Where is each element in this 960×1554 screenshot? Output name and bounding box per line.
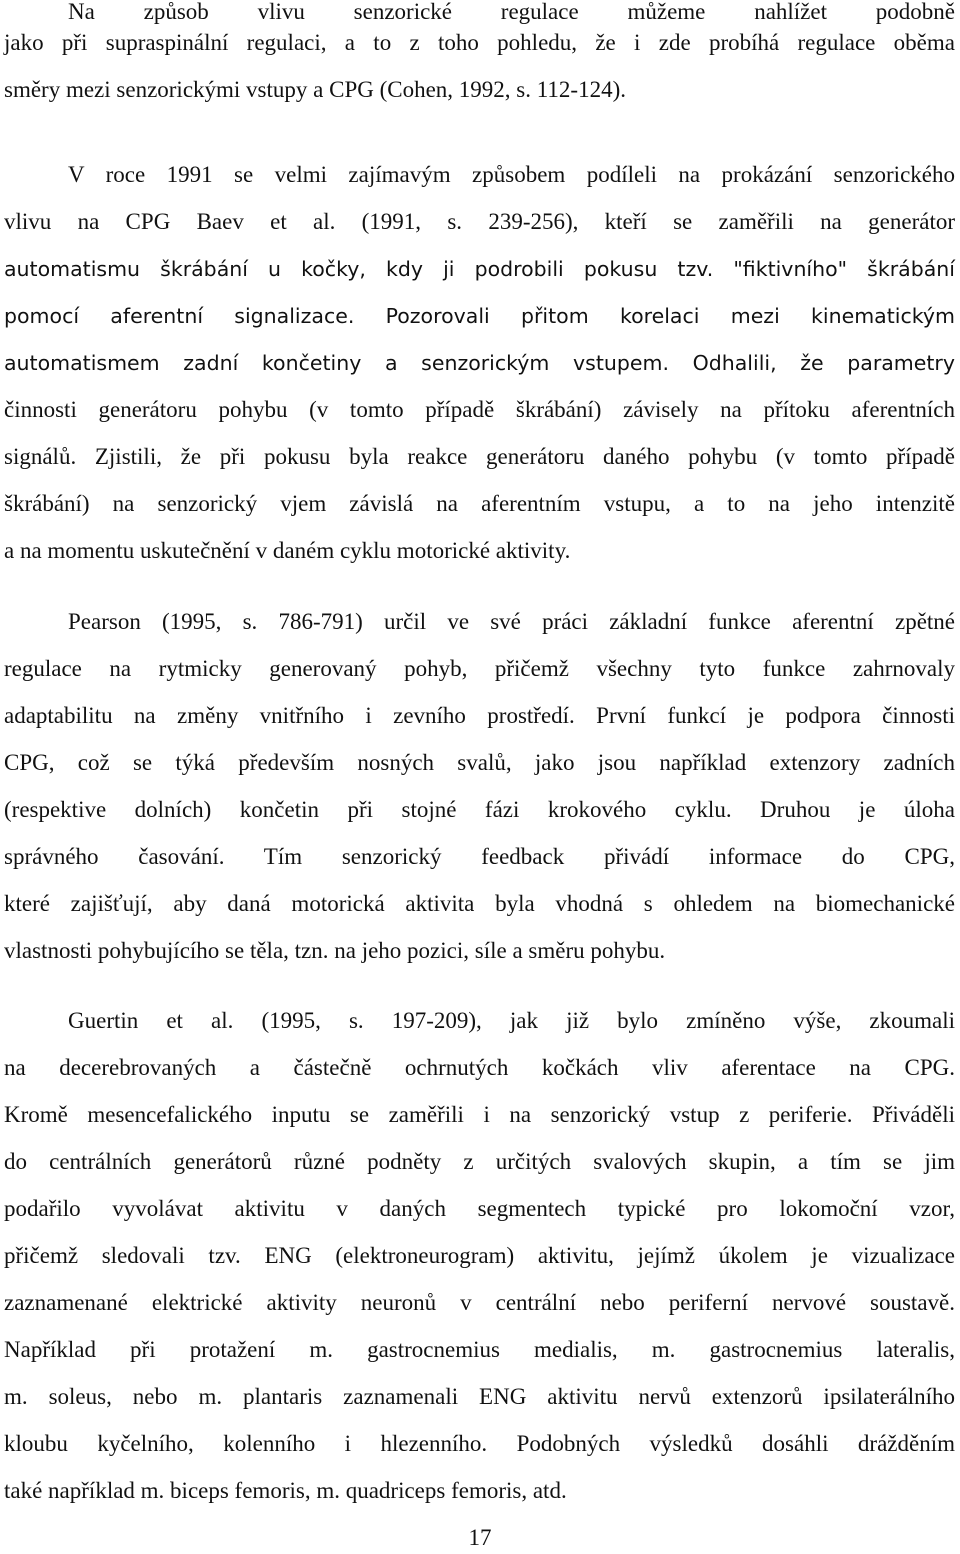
text-line: činnosti generátoru pohybu (v tomto případě škrábání) závisely na přítoku aferentních — [4, 397, 955, 422]
text-line: regulace na rytmicky generovaný pohyb, přičemž všechny tyto funkce zahrnovaly — [4, 656, 955, 681]
text-line: na decerebrovaných a částečně ochrnutých kočkách vliv aferentace na CPG. — [4, 1055, 955, 1080]
text-line: směry mezi senzorickými vstupy a CPG (Cohen, 1992, s. 112-124). — [4, 77, 626, 102]
text-line: zaznamenané elektrické aktivity neuronů v centrální nebo periferní nervové soustavě. — [4, 1290, 955, 1315]
text-line: Například při protažení m. gastrocnemius medialis, m. gastrocnemius lateralis, — [4, 1337, 955, 1362]
text-line: signálů. Zjistili, že při pokusu byla reakce generátoru daného pohybu (v tomto případě — [4, 444, 955, 469]
text-line: kloubu kyčelního, kolenního i hlezenního. Podobných výsledků dosáhli drážděním — [4, 1431, 955, 1456]
text-line: také například m. biceps femoris, m. quadriceps femoris, atd. — [4, 1478, 567, 1503]
text-line: automatismem zadní končetiny a senzorickým vstupem. Odhalili, že parametry — [4, 351, 955, 375]
text-line: podařilo vyvolávat aktivitu v daných segmentech typické pro lokomoční vzor, — [4, 1196, 955, 1221]
text-line: vlastnosti pohybujícího se těla, tzn. na jeho pozici, síle a směru pohybu. — [4, 938, 666, 963]
text-line: škrábání) na senzorický vjem závislá na aferentním vstupu, a to na jeho intenzitě — [4, 491, 955, 516]
text-line: jako při supraspinální regulaci, a to z toho pohledu, že i zde probíhá regulace oběma — [4, 30, 955, 55]
text-line: Na způsob vlivu senzorické regulace můžeme nahlížet podobně — [68, 0, 955, 24]
text-line: (respektive dolních) končetin při stojné fázi krokového cyklu. Druhou je úloha — [4, 797, 955, 822]
text-line: V roce 1991 se velmi zajímavým způsobem podíleli na prokázání senzorického — [68, 162, 955, 187]
text-line: pomocí aferentní signalizace. Pozorovali přitom korelaci mezi kinematickým — [4, 304, 955, 328]
text-line: m. soleus, nebo m. plantaris zaznamenali ENG aktivitu nervů extenzorů ipsilaterálního — [4, 1384, 955, 1409]
text-line: automatismu škrábání u kočky, kdy ji podrobili pokusu tzv. "fiktivního" škrábání — [4, 257, 955, 281]
text-line: přičemž sledovali tzv. ENG (elektroneurogram) aktivitu, jejímž úkolem je vizualizace — [4, 1243, 955, 1268]
text-line: které zajišťují, aby daná motorická aktivita byla vhodná s ohledem na biomechanické — [4, 891, 955, 916]
text-line: správného časování. Tím senzorický feedback přivádí informace do CPG, — [4, 844, 955, 869]
text-line: do centrálních generátorů různé podněty z určitých svalových skupin, a tím se jim — [4, 1149, 955, 1174]
text-line: Guertin et al. (1995, s. 197-209), jak již bylo zmíněno výše, zkoumali — [68, 1008, 955, 1033]
text-line: Kromě mesencefalického inputu se zaměřili i na senzorický vstup z periferie. Přiváděli — [4, 1102, 955, 1127]
text-line: CPG, což se týká především nosných svalů, jako jsou například extenzory zadních — [4, 750, 955, 775]
text-line: a na momentu uskutečnění v daném cyklu motorické aktivity. — [4, 538, 571, 563]
text-line: adaptabilitu na změny vnitřního i zevního prostředí. První funkcí je podpora činnosti — [4, 703, 955, 728]
page-number: 17 — [468, 1525, 492, 1550]
text-line: vlivu na CPG Baev et al. (1991, s. 239-256), kteří se zaměřili na generátor — [4, 209, 955, 234]
text-line: Pearson (1995, s. 786-791) určil ve své práci základní funkce aferentní zpětné — [68, 609, 955, 634]
